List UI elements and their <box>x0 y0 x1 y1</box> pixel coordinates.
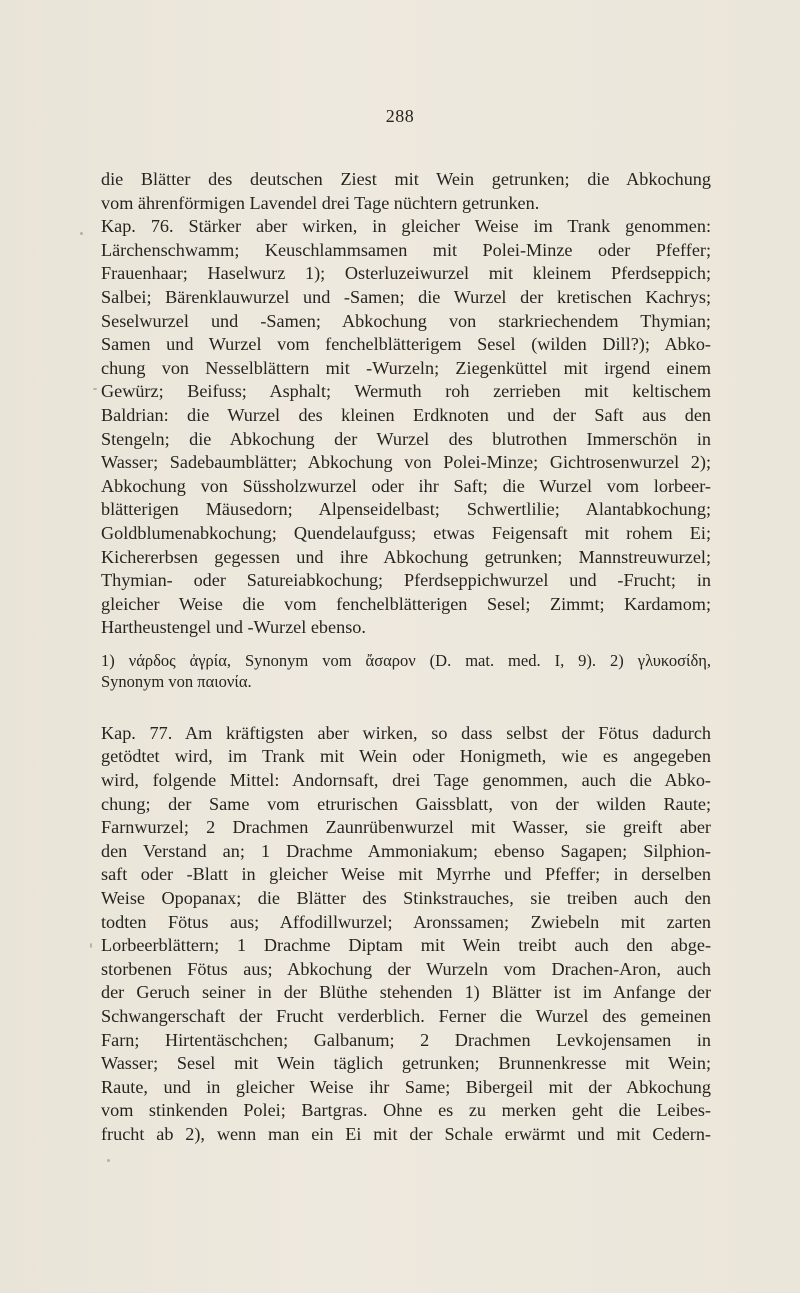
text-line: Salbei; Bärenklauwurzel und -Samen; die Wurzel der kretischen Kachrys; <box>101 286 711 307</box>
text-line: Abkochung von Süssholzwurzel oder ihr Saft; die Wurzel vom lorbeer- <box>101 475 711 496</box>
text-line: gleicher Weise die vom fenchelblätterigen Sesel; Zimmt; Kardamom; <box>101 593 711 614</box>
text-line: blätterigen Mäusedorn; Alpenseidelbast; Schwertlilie; Alantabkochung; <box>101 499 711 520</box>
text-line: Farnwurzel; 2 Drachmen Zaunrübenwurzel mit Wasser, sie greift aber <box>101 817 711 838</box>
text-line: Seselwurzel und -Samen; Abkochung von starkriechendem Thymian; <box>101 310 711 331</box>
text-line: Baldrian: die Wurzel des kleinen Erdknoten und der Saft aus den <box>101 404 711 425</box>
text-line: den Verstand an; 1 Drachme Ammoniakum; ebenso Sagapen; Silphion- <box>101 840 711 861</box>
text-line: chung; der Same vom etrurischen Gaissblatt, von der wilden Raute; <box>101 793 711 814</box>
text-line: saft oder -Blatt in gleicher Weise mit Myrrhe und Pfeffer; in derselben <box>101 864 711 885</box>
text-line: wird, folgende Mittel: Andornsaft, drei Tage genommen, auch die Abko- <box>101 770 711 791</box>
text-line: storbenen Fötus aus; Abkochung der Wurzeln vom Drachen-Aron, auch <box>101 958 711 979</box>
text-line: Wasser; Sesel mit Wein täglich getrunken; Brunnenkresse mit Wein; <box>101 1053 711 1074</box>
footnote-line: Synonym von παιονία. <box>101 671 252 691</box>
text-line: Hartheustengel und -Wurzel ebenso. <box>101 617 366 638</box>
paragraph-1 <box>101 168 711 215</box>
paper-speck <box>93 388 97 390</box>
text-line: Gewürz; Beifuss; Asphalt; Wermuth roh zerrieben mit keltischem <box>101 381 711 402</box>
text-line: Farn; Hirtentäschchen; Galbanum; 2 Drachmen Levkojensamen in <box>101 1029 711 1050</box>
page-number: 288 <box>385 106 415 126</box>
body-text <box>101 168 711 1147</box>
paragraph-kap-77 <box>101 722 711 1147</box>
text-line: Schwangerschaft der Frucht verderblich. Ferner die Wurzel des gemeinen <box>101 1006 711 1026</box>
text-line: todten Fötus aus; Affodillwurzel; Aronssamen; Zwiebeln mit zarten <box>101 911 711 932</box>
text-line: Stengeln; die Abkochung der Wurzel des blutrothen Immerschön in <box>101 428 711 449</box>
paper-speck <box>90 943 92 948</box>
text-line: frucht ab 2), wenn man ein Ei mit der Schale erwärmt und mit Cedern- <box>101 1123 711 1144</box>
text-line: Goldblumenabkochung; Quendelaufguss; etwas Feigensaft mit rohem Ei; <box>101 522 711 543</box>
text-line: Wasser; Sadebaumblätter; Abkochung von Polei-Minze; Gichtrosenwurzel 2); <box>101 452 711 473</box>
footnote-line: 1) νάρδος ἀγρία, Synonym vom ἄσαρον (D. mat. med. I, 9). 2) γλυκοσίδη, <box>101 650 711 670</box>
text-line: vom ährenförmigen Lavendel drei Tage nüchtern getrunken. <box>101 192 540 213</box>
text-line: vom stinkenden Polei; Bartgras. Ohne es zu merken geht die Leibes- <box>101 1100 711 1121</box>
paper-speck <box>107 1159 110 1162</box>
text-line: Lorbeerblättern; 1 Drachme Diptam mit Wein treibt auch den abge- <box>101 935 711 956</box>
text-line: Kap. 76. Stärker aber wirken, in gleicher Weise im Trank genommen: <box>101 216 711 237</box>
text-line: getödtet wird, im Trank mit Wein oder Honigmeth, wie es angegeben <box>101 746 711 767</box>
text-line: Frauenhaar; Haselwurz 1); Osterluzeiwurzel mit kleinem Pferdseppich; <box>101 263 711 284</box>
text-line: Kichererbsen gegessen und ihre Abkochung getrunken; Mannstreuwurzel; <box>101 546 711 567</box>
paper-speck <box>80 232 83 235</box>
text-line: die Blätter des deutschen Ziest mit Wein getrunken; die Abkochung <box>101 169 711 189</box>
text-line: Lärchenschwamm; Keuschlammsamen mit Polei-Minze oder Pfeffer; <box>101 239 711 260</box>
text-line: Weise Opopanax; die Blätter des Stinkstrauches, sie treiben auch den <box>101 888 711 909</box>
paragraph-kap-76 <box>101 215 711 640</box>
footnotes <box>101 650 711 692</box>
text-line: Kap. 77. Am kräftigsten aber wirken, so dass selbst der Fötus dadurch <box>101 722 711 743</box>
text-line: Samen und Wurzel vom fenchelblätterigem Sesel (wilden Dill?); Abko- <box>101 334 711 355</box>
text-line: Thymian- oder Satureiabkochung; Pferdseppichwurzel und -Frucht; in <box>101 570 711 591</box>
text-line: Raute, und in gleicher Weise ihr Same; Bibergeil mit der Abkochung <box>101 1076 711 1097</box>
text-line: der Geruch seiner in der Blüthe stehenden 1) Blätter ist im Anfange der <box>101 982 711 1003</box>
text-line: chung von Nesselblättern mit -Wurzeln; Ziegenküttel mit irgend einem <box>101 357 711 378</box>
